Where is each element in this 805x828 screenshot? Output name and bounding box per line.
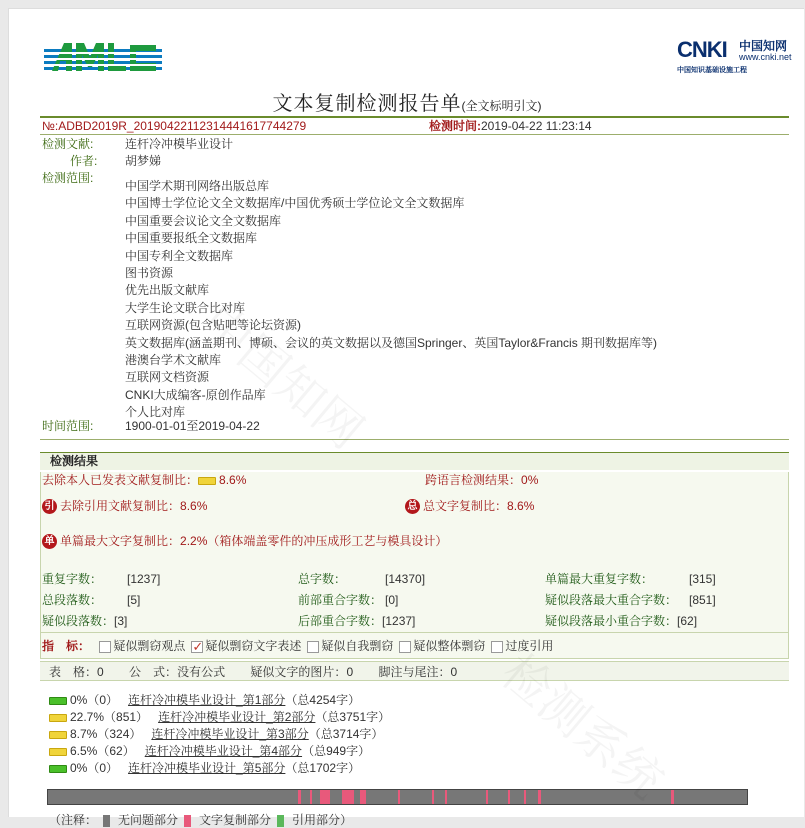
ratio-bar-icon — [49, 697, 67, 705]
check-time-label: 检测时间: — [429, 119, 481, 133]
doc-row — [42, 137, 93, 152]
part-link[interactable]: 连杆冷冲模毕业设计_第5部分 — [128, 761, 286, 775]
single-badge-icon: 单 — [42, 534, 57, 549]
database-item: 中国学术期刊网络出版总库 — [125, 179, 270, 193]
single-value: 2.2%（箱体端盖零件的冲压成形工艺与模具设计） — [180, 534, 448, 548]
part-total: （总4254字） — [285, 693, 361, 707]
single-label: 单篇最大文字复制比： — [60, 534, 181, 548]
time-range-row — [42, 419, 93, 434]
back-overlap — [298, 614, 415, 629]
table-label: 表 格： — [49, 665, 98, 679]
report-page — [8, 8, 804, 827]
cnki-subtitle: 中国知识基础设施工程 — [677, 66, 747, 74]
copy-segment — [342, 790, 354, 804]
watermark — [189, 285, 380, 461]
scope-row — [42, 171, 93, 186]
cross-language-result — [425, 473, 538, 488]
part-row — [49, 727, 383, 742]
database-item: 互联网资源(包含贴吧等论坛资源) — [125, 318, 301, 333]
front-overlap-label: 前部重合字数： — [298, 593, 383, 607]
susp-para-max — [545, 593, 677, 608]
author-label: 作者: — [70, 154, 98, 168]
copy-segment — [320, 790, 330, 804]
ratio-bar-icon — [49, 765, 67, 773]
copy-segment — [298, 790, 301, 804]
indicators-row — [42, 639, 553, 654]
formula-label: 公 式： — [129, 665, 178, 679]
top-divider — [40, 116, 789, 118]
part-row — [49, 761, 360, 776]
database-item: 中国重要报纸全文数据库 — [125, 231, 258, 246]
legend-close: ） — [340, 813, 353, 827]
formula-value: 没有公式 — [177, 665, 226, 679]
part-link[interactable]: 连杆冷冲模毕业设计_第3部分 — [151, 727, 309, 741]
front-overlap — [298, 593, 382, 608]
part-ratio: 6.5%（62） — [70, 744, 135, 758]
database-item: 中国专利全文数据库 — [125, 248, 234, 263]
back-overlap-value: [1237] — [382, 614, 416, 628]
susp-paras-value: [3] — [114, 614, 128, 628]
total-paras — [42, 593, 102, 608]
report-title: 文本复制检测报告单 — [272, 93, 462, 115]
part-row — [49, 710, 390, 725]
susp-paras-label: 疑似段落数： — [42, 614, 115, 628]
time-range-label: 时间范围: — [42, 419, 94, 433]
cnki-url: www.cnki.net — [739, 52, 792, 62]
time-range-value: 1900-01-01至2019-04-22 — [125, 419, 260, 433]
amlc-logo-icon — [42, 39, 167, 75]
check-time — [429, 119, 592, 134]
exclude-ref-label: 去除引用文献复制比： — [60, 499, 181, 513]
doc-label: 检测文献: — [42, 137, 94, 151]
copy-segment — [432, 790, 434, 804]
meta-bottom-line — [40, 439, 789, 440]
part-row — [49, 693, 360, 708]
author-row — [70, 154, 97, 169]
part-total: （总949字） — [302, 744, 371, 758]
indicators-label: 指 标： — [42, 639, 91, 653]
cnki-logo — [677, 31, 797, 77]
front-overlap-value: [0] — [385, 593, 399, 607]
dup-chars-label: 重复字数： — [42, 572, 103, 586]
scope-label: 检测范围: — [42, 171, 94, 185]
dup-chars-value: [1237] — [127, 572, 161, 586]
check-time-value: 2019-04-22 11:23:14 — [481, 119, 592, 133]
database-item: 中国博士学位论文全文数据库/中国优秀硕士学位论文全文数据库 — [125, 196, 465, 211]
legend — [49, 811, 352, 828]
database-item: 英文数据库(涵盖期刊、博硕、会议的英文数据以及德国Springer、英国Taylor&Francis 期刊数据库等) — [125, 335, 658, 350]
single-max-ratio — [42, 534, 447, 549]
part-ratio: 0%（0） — [70, 693, 119, 707]
meta-underline — [40, 134, 789, 135]
ratio-bar-icon — [49, 748, 67, 756]
total-paras-label: 总段落数： — [42, 593, 103, 607]
total-value: 8.6% — [507, 499, 535, 513]
susp-para-max-value: [851] — [689, 593, 716, 607]
cnki-logo-text: CNKI — [677, 37, 727, 62]
total-badge-icon: 总 — [405, 499, 420, 514]
author-value: 胡梦娣 — [125, 154, 162, 168]
cite-swatch-icon — [277, 815, 284, 827]
counts-row — [49, 665, 457, 680]
part-total: （总3714字） — [308, 727, 384, 741]
copy-segment — [398, 790, 400, 804]
part-row — [49, 744, 370, 759]
exclude-self-value: 8.6% — [219, 473, 247, 487]
legend-cite: 引用部分 — [292, 813, 341, 827]
indicator-checkbox[interactable] — [99, 641, 111, 653]
total-paras-value: [5] — [127, 593, 141, 607]
page-title — [9, 87, 805, 116]
copy-segment — [538, 790, 541, 804]
cross-lang-label: 跨语言检测结果： — [425, 473, 522, 487]
copy-segment — [486, 790, 488, 804]
results-header: 检测结果 — [40, 452, 789, 470]
part-link[interactable]: 连杆冷冲模毕业设计_第4部分 — [144, 744, 303, 758]
ratio-bar-icon — [49, 714, 67, 722]
copy-segment — [310, 790, 312, 804]
susp-para-min-value: [62] — [677, 614, 698, 628]
footnote-value: 0 — [450, 665, 458, 679]
images-value: 0 — [346, 665, 354, 679]
report-title-suffix: (全文标明引文) — [461, 99, 542, 113]
part-ratio: 8.7%（324） — [70, 727, 142, 741]
single-max-dup-value: [315] — [689, 572, 716, 586]
indicator-checkbox[interactable] — [399, 641, 411, 653]
database-item: 优先出版文献库 — [125, 283, 210, 298]
legend-copy: 文字复制部分 — [199, 813, 272, 827]
cross-lang-value: 0% — [521, 473, 539, 487]
copy-segment — [360, 790, 366, 804]
part-ratio: 0%（0） — [70, 761, 119, 775]
total-ratio — [405, 499, 534, 514]
indicator-checkbox[interactable] — [491, 641, 503, 653]
susp-paras — [42, 614, 127, 629]
copy-segment — [671, 790, 674, 804]
indicator-label: 疑似自我剽窃 — [321, 639, 394, 653]
part-link[interactable]: 连杆冷冲模毕业设计_第1部分 — [128, 693, 286, 707]
copy-segment — [508, 790, 510, 804]
total-label: 总文字复制比： — [423, 499, 508, 513]
copy-swatch-icon — [184, 815, 191, 827]
footnote-label: 脚注与尾注： — [378, 665, 451, 679]
indicator-label: 疑似整体剽窃 — [413, 639, 486, 653]
ratio-bar-icon — [49, 731, 67, 739]
database-item: 图书资源 — [125, 266, 174, 280]
database-item: 个人比对库 — [125, 405, 186, 420]
database-item: 中国重要会议论文全文数据库 — [125, 213, 282, 228]
cnki-chinese-name: 中国知网 — [739, 39, 788, 53]
doc-value: 连杆冷冲模毕业设计 — [125, 137, 234, 151]
exclude-self-ratio — [42, 473, 246, 488]
indicator-divider — [40, 632, 789, 633]
susp-para-max-label: 疑似段落最大重合字数： — [545, 593, 678, 607]
table-value: 0 — [97, 665, 104, 679]
no-problem-swatch-icon — [103, 815, 110, 827]
indicator-checkbox[interactable] — [191, 641, 203, 653]
part-total: （总1702字） — [285, 761, 361, 775]
total-chars-label: 总字数： — [298, 572, 347, 586]
indicator-label: 疑似剽窃文字表述 — [205, 639, 302, 653]
database-item: CNKI大成编客-原创作品库 — [125, 387, 266, 402]
database-item: 大学生论文联合比对库 — [125, 300, 246, 315]
indicator-checkbox[interactable] — [307, 641, 319, 653]
part-link[interactable]: 连杆冷冲模毕业设计_第2部分 — [158, 710, 316, 724]
total-chars-value: [14370] — [385, 572, 426, 586]
part-total: （总3751字） — [315, 710, 391, 724]
database-item: 港澳台学术文献库 — [125, 353, 222, 367]
exclude-self-label: 去除本人已发表文献复制比： — [42, 473, 199, 487]
single-max-dup-label: 单篇最大重复字数： — [545, 572, 654, 586]
doc-number: №:ADBD2019R_20190422112314441617744279 — [42, 119, 307, 133]
exclude-ref-ratio — [42, 499, 207, 514]
copy-segment — [524, 790, 526, 804]
exclude-ref-value: 8.6% — [180, 499, 208, 513]
indicator-label: 疑似剽窃观点 — [113, 639, 186, 653]
dup-chars — [42, 572, 102, 587]
legend-note: （注释： — [49, 813, 98, 827]
legend-no-problem: 无问题部分 — [118, 813, 179, 827]
database-item: 互联网文档资源 — [125, 370, 210, 385]
cite-badge-icon: 引 — [42, 499, 57, 514]
ratio-bar-icon — [198, 477, 216, 485]
part-ratio: 22.7%（851） — [70, 710, 149, 724]
total-chars — [298, 572, 346, 587]
copy-segment — [445, 790, 447, 804]
back-overlap-label: 后部重合字数： — [298, 614, 383, 628]
images-label: 疑似文字的图片： — [250, 665, 347, 679]
single-max-dup — [545, 572, 653, 587]
susp-para-min — [545, 614, 697, 629]
indicator-label: 过度引用 — [505, 639, 554, 653]
susp-para-min-label: 疑似段落最小重合字数： — [545, 614, 678, 628]
